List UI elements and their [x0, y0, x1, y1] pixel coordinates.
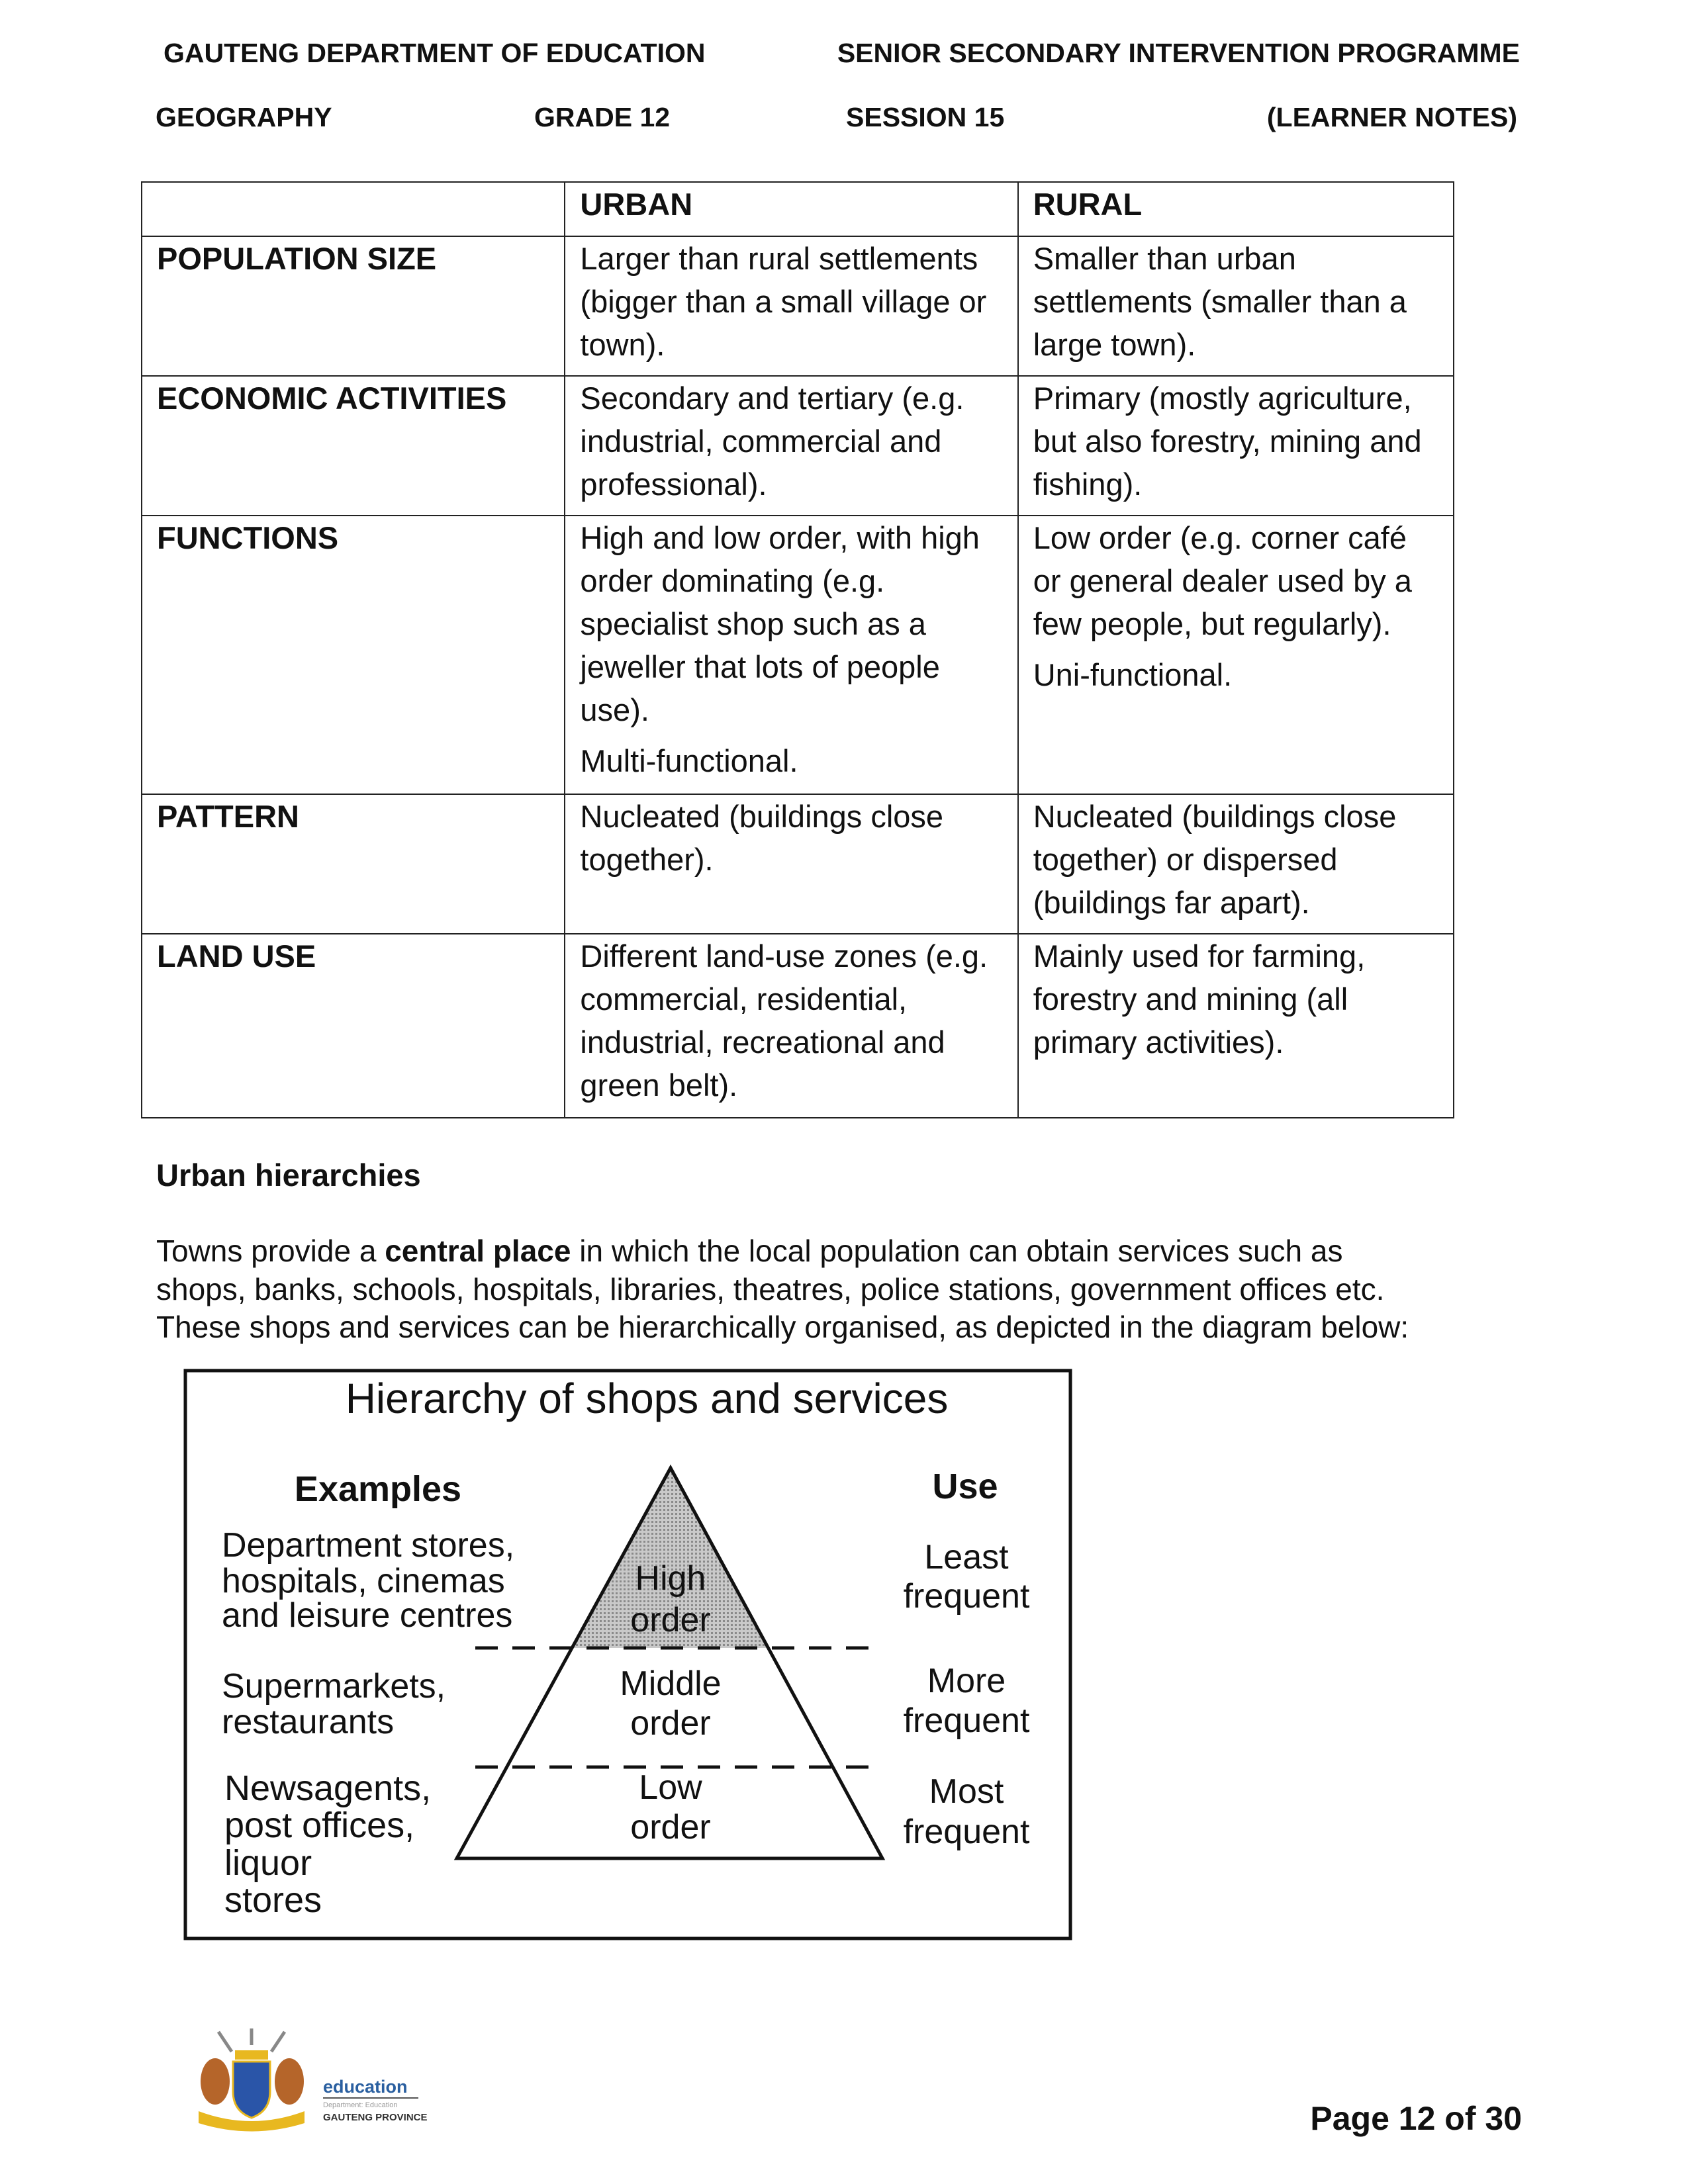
- use-label: More: [927, 1662, 1006, 1700]
- rural-cell-text: Low order (e.g. corner café or general dealer used by a few people, but regularly).: [1033, 520, 1412, 641]
- paragraph-text: in which the local population can obtain services such as: [571, 1234, 1343, 1268]
- example-line: stores: [224, 1880, 322, 1920]
- urban-cell: Larger than rural settlements (bigger than a small village or town).: [565, 236, 1017, 376]
- order-label: Low: [639, 1768, 702, 1807]
- header-subject: GEOGRAPHY: [156, 102, 332, 132]
- row-label: FUNCTIONS: [142, 516, 565, 794]
- paragraph-text: Towns provide a: [156, 1234, 385, 1268]
- urban-cell: Nucleated (buildings close together).: [565, 794, 1017, 934]
- row-label: PATTERN: [142, 794, 565, 934]
- central-place-term: central place: [385, 1234, 571, 1268]
- example-line: liquor: [224, 1843, 312, 1883]
- use-heading: Use: [932, 1467, 998, 1506]
- diagram-frame: [185, 1371, 1070, 1938]
- header-session: SESSION 15: [846, 102, 1005, 132]
- example-line: Department stores,: [222, 1526, 515, 1565]
- order-label: order: [630, 1704, 711, 1743]
- urban-cell-text: Multi-functional.: [580, 743, 798, 778]
- use-label: Most: [929, 1772, 1004, 1811]
- use-label: frequent: [903, 1577, 1030, 1615]
- header-programme: SENIOR SECONDARY INTERVENTION PROGRAMME: [837, 38, 1520, 68]
- example-line: hospitals, cinemas: [222, 1562, 505, 1600]
- order-label: order: [630, 1808, 711, 1846]
- rural-cell-text: Uni-functional.: [1033, 657, 1233, 692]
- low-examples: [224, 1768, 431, 1920]
- page-number: Page 12 of 30: [1310, 2100, 1522, 2137]
- low-use: [904, 1772, 1030, 1851]
- logo-shield: [233, 2062, 270, 2118]
- diagram-title: Hierarchy of shops and services: [345, 1375, 949, 1422]
- logo-crown: [235, 2050, 268, 2060]
- rural-cell: Smaller than urban settlements (smaller than a large town).: [1018, 236, 1454, 376]
- paragraph-line: These shops and services can be hierarchically organised, as depicted in the diagram below:: [156, 1310, 1409, 1344]
- table-header-urban: URBAN: [565, 182, 1017, 236]
- order-label: High: [635, 1559, 706, 1598]
- examples-heading: Examples: [294, 1469, 462, 1509]
- urban-cell: Secondary and tertiary (e.g. industrial, commercial and professional).: [565, 376, 1017, 516]
- urban-cell: Different land-use zones (e.g. commercial, residential, industrial, recreational and green belt).: [565, 934, 1017, 1118]
- example-line: Supermarkets,: [222, 1667, 446, 1706]
- low-order-label: [630, 1768, 710, 1846]
- high-use: [904, 1538, 1030, 1615]
- example-line: and leisure centres: [222, 1596, 513, 1635]
- row-label: ECONOMIC ACTIVITIES: [142, 376, 565, 516]
- logo-province: GAUTENG PROVINCE: [323, 2112, 428, 2123]
- header-grade: GRADE 12: [534, 102, 671, 132]
- middle-use: [904, 1662, 1030, 1740]
- logo-lion-right: [275, 2058, 304, 2105]
- header-notes: (LEARNER NOTES): [1266, 102, 1517, 132]
- paragraph-line: shops, banks, schools, hospitals, libraries, theatres, police stations, government offices etc.: [156, 1271, 1385, 1306]
- example-line: restaurants: [222, 1703, 395, 1741]
- order-label: order: [630, 1601, 711, 1639]
- middle-examples: [222, 1667, 445, 1741]
- use-label: Least: [924, 1538, 1009, 1576]
- row-label: POPULATION SIZE: [142, 236, 565, 376]
- header-department: GAUTENG DEPARTMENT OF EDUCATION: [164, 38, 706, 68]
- use-label: frequent: [903, 1813, 1030, 1851]
- middle-order-label: [620, 1664, 721, 1743]
- rural-cell: Mainly used for farming, forestry and mining (all primary activities).: [1018, 934, 1454, 1118]
- example-line: post offices,: [224, 1805, 415, 1845]
- row-label: LAND USE: [142, 934, 565, 1118]
- logo-lion-left: [201, 2058, 230, 2105]
- rural-cell: Nucleated (buildings close together) or dispersed (buildings far apart).: [1018, 794, 1454, 934]
- logo-spears: [218, 2028, 285, 2052]
- logo-text: education: [323, 2077, 408, 2097]
- example-line: Newsagents,: [224, 1768, 432, 1808]
- urban-cell-text: High and low order, with high order dominating (e.g. specialist shop such as a jeweller that lots of people use).: [580, 520, 980, 727]
- section-title: Urban hierarchies: [156, 1158, 421, 1193]
- rural-cell: Primary (mostly agriculture, but also forestry, mining and fishing).: [1018, 376, 1454, 516]
- table-header-rural: RURAL: [1018, 182, 1454, 236]
- high-examples: [222, 1526, 514, 1635]
- use-label: frequent: [903, 1702, 1030, 1740]
- logo-subtext: Department: Education: [323, 2101, 398, 2109]
- gauteng-education-logo: [199, 2028, 428, 2132]
- order-label: Middle: [620, 1664, 722, 1703]
